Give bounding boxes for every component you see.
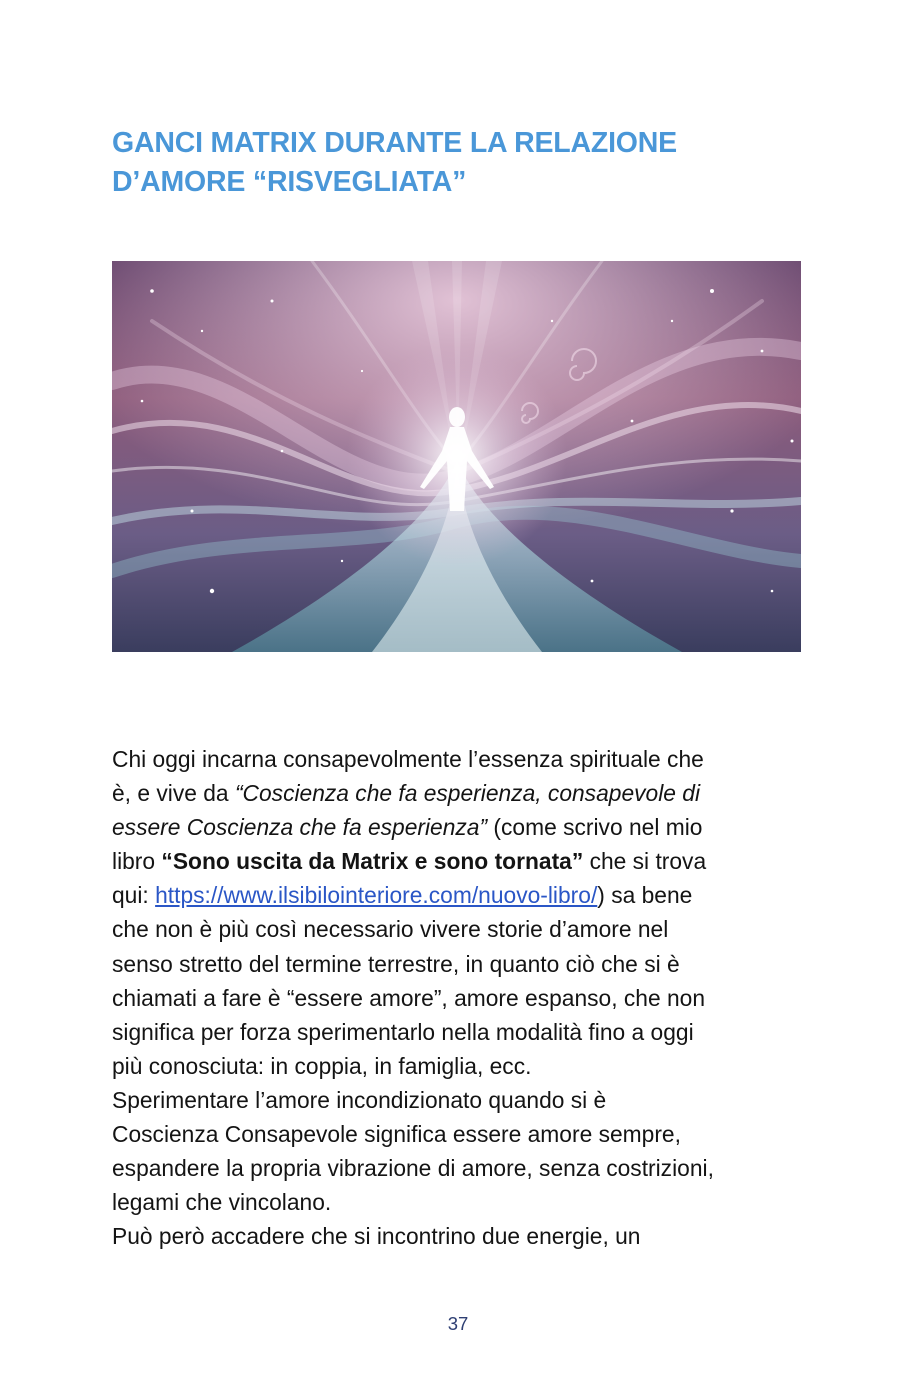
text-run: qui: xyxy=(112,882,156,909)
text-line xyxy=(112,844,812,878)
italic-quote: “Coscienza che fa esperienza, consapevole di xyxy=(234,780,701,807)
page-number: 37 xyxy=(447,1313,469,1334)
book-title: “Sono uscita da Matrix e sono tornata” xyxy=(161,848,584,875)
text-line: legami che vincolano. xyxy=(112,1189,332,1216)
chapter-title-line-2: D’AMORE “RISVEGLIATA” xyxy=(112,166,467,198)
text-line xyxy=(112,878,812,912)
text-line: Chi oggi incarna consapevolmente l’essenza spirituale che xyxy=(112,746,704,772)
text-line xyxy=(112,776,812,810)
text-line: senso stretto del termine terrestre, in quanto ciò che si è xyxy=(112,950,680,977)
text-line: chiamati a fare è “essere amore”, amore espanso, che non xyxy=(112,984,706,1011)
text-run: libro xyxy=(112,848,162,875)
text-line: espandere la propria vibrazione di amore, senza costrizioni, xyxy=(112,1155,714,1182)
text-line: Sperimentare l’amore incondizionato quando si è xyxy=(112,1086,607,1113)
text-line: significa per forza sperimentarlo nella modalità fino a oggi xyxy=(112,1018,694,1045)
body-paragraph xyxy=(112,742,812,1253)
ethereal-figure-illustration xyxy=(112,261,801,652)
text-run: è, e vive da xyxy=(112,780,235,807)
text-run: che si trova xyxy=(583,848,707,875)
text-line: più conosciuta: in coppia, in famiglia, ecc. xyxy=(112,1052,532,1079)
text-run: ) sa bene xyxy=(597,882,693,909)
text-line: Coscienza Consapevole significa essere amore sempre, xyxy=(112,1121,681,1148)
text-run: (come scrivo nel mio xyxy=(487,814,703,841)
italic-quote: essere Coscienza che fa esperienza” xyxy=(112,814,488,841)
chapter-title xyxy=(112,124,812,202)
book-link[interactable]: https://www.ilsibilointeriore.com/nuovo-libro/ xyxy=(155,882,598,909)
text-line xyxy=(112,810,812,844)
chapter-title-line-1: GANCI MATRIX DURANTE LA RELAZIONE xyxy=(112,127,677,159)
text-line: Può però accadere che si incontrino due energie, un xyxy=(112,1223,641,1250)
illustration-image xyxy=(112,261,801,652)
text-line: che non è più così necessario vivere storie d’amore nel xyxy=(112,916,669,943)
